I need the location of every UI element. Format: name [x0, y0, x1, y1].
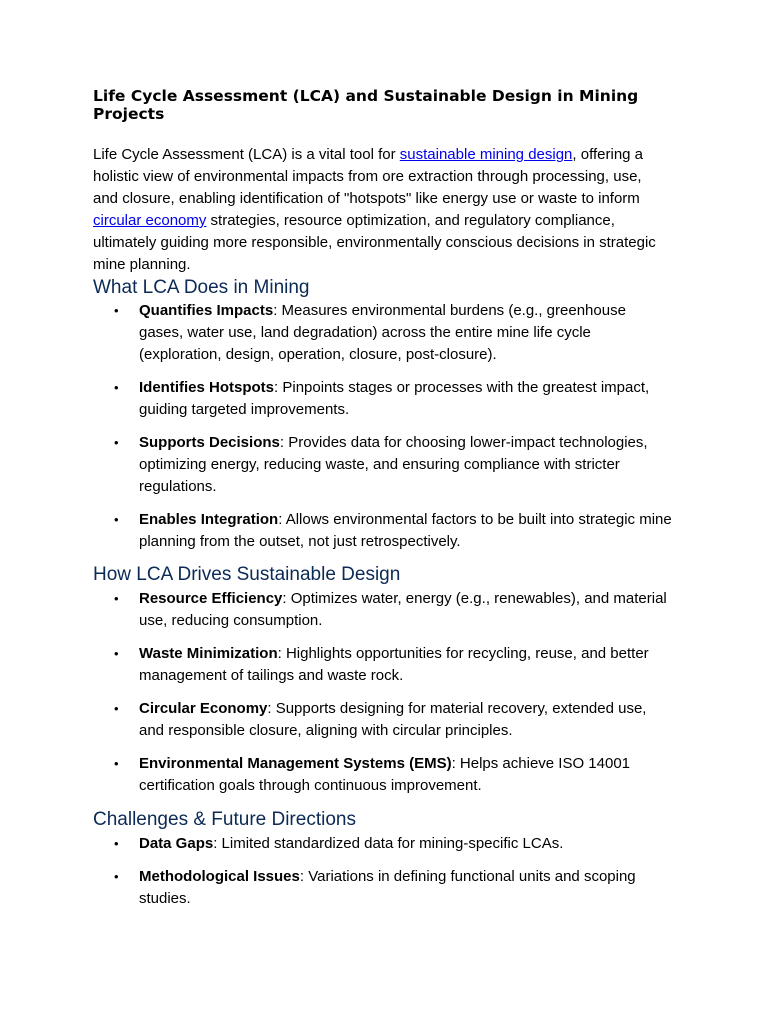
list-item-text: : Measures environmental burdens (e.g., greenhouse gases, water use, land degradation) across the entire mine life cycle (exploration, design, operation, closure, post-closure).	[139, 302, 626, 363]
bullet-list-what-lca-does	[93, 300, 673, 564]
list-item-text: : Supports designing for material recovery, extended use, and responsible closure, aligning with circular principles.	[139, 700, 647, 739]
list-item	[93, 300, 673, 366]
bullet-list-how-lca-drives	[93, 588, 673, 808]
bullet-icon: •	[114, 380, 119, 395]
list-item-text: : Optimizes water, energy (e.g., renewables), and material use, reducing consumption.	[139, 590, 667, 629]
list-item	[93, 509, 673, 553]
list-item-term: Supports Decisions	[139, 434, 280, 451]
list-item-term: Quantifies Impacts	[139, 302, 274, 319]
list-item-term: Methodological Issues	[139, 868, 300, 885]
list-item	[93, 753, 673, 797]
list-item-text: : Highlights opportunities for recycling, reuse, and better management of tailings and waste rock.	[139, 645, 649, 684]
list-item-text: : Variations in defining functional units and scoping studies.	[139, 868, 636, 907]
circular-economy-link[interactable]: circular economy	[93, 212, 207, 229]
bullet-icon: •	[114, 756, 119, 771]
list-item-text: : Allows environmental factors to be built into strategic mine planning from the outset, not just retrospectively.	[139, 511, 672, 550]
bullet-icon: •	[114, 869, 119, 884]
section-heading-what-lca-does: What LCA Does in Mining	[93, 277, 310, 298]
list-item	[93, 432, 673, 498]
list-item-term: Environmental Management Systems (EMS)	[139, 755, 452, 772]
list-item-term: Waste Minimization	[139, 645, 278, 662]
section-heading-challenges: Challenges & Future Directions	[93, 809, 356, 830]
intro-paragraph	[93, 144, 668, 276]
list-item	[93, 643, 673, 687]
bullet-icon: •	[114, 646, 119, 661]
list-item-term: Data Gaps	[139, 835, 214, 852]
list-item	[93, 588, 673, 632]
list-item-text: : Helps achieve ISO 14001 certification goals through continuous improvement.	[139, 755, 631, 794]
intro-text-3: strategies, resource optimization, and regulatory compliance, ultimately guiding more responsible, environmentally conscious decisions in strategic mine planning.	[93, 212, 656, 273]
list-item	[93, 866, 673, 910]
bullet-icon: •	[114, 591, 119, 606]
list-item	[93, 698, 673, 742]
list-item-text: : Limited standardized data for mining-specific LCAs.	[213, 835, 564, 852]
list-item-term: Identifies Hotspots	[139, 379, 275, 396]
sustainable-mining-design-link[interactable]: sustainable mining design	[399, 146, 573, 163]
list-item	[93, 377, 673, 421]
list-item-term: Circular Economy	[139, 700, 268, 717]
list-item-text: : Provides data for choosing lower-impact technologies, optimizing energy, reducing waste, and ensuring compliance with stricter regulations.	[139, 434, 648, 495]
list-item-term: Enables Integration	[139, 511, 279, 528]
intro-text-2: , offering a holistic view of environmental impacts from ore extraction through processing, use, and closure, enabling identification of "hotspots" like energy use or waste to inform	[93, 146, 644, 207]
document-title: Life Cycle Assessment (LCA) and Sustainable Design in Mining Projects	[93, 87, 639, 123]
section-heading-how-lca-drives: How LCA Drives Sustainable Design	[93, 564, 401, 585]
bullet-icon: •	[114, 836, 119, 851]
list-item-text: : Pinpoints stages or processes with the greatest impact, guiding targeted improvements.	[139, 379, 650, 418]
list-item-term: Resource Efficiency	[139, 590, 283, 607]
bullet-list-challenges	[93, 833, 673, 921]
bullet-icon: •	[114, 435, 119, 450]
bullet-icon: •	[114, 512, 119, 527]
bullet-icon: •	[114, 701, 119, 716]
bullet-icon: •	[114, 303, 119, 318]
list-item	[93, 833, 673, 855]
intro-text-1: Life Cycle Assessment (LCA) is a vital tool for	[93, 146, 400, 163]
